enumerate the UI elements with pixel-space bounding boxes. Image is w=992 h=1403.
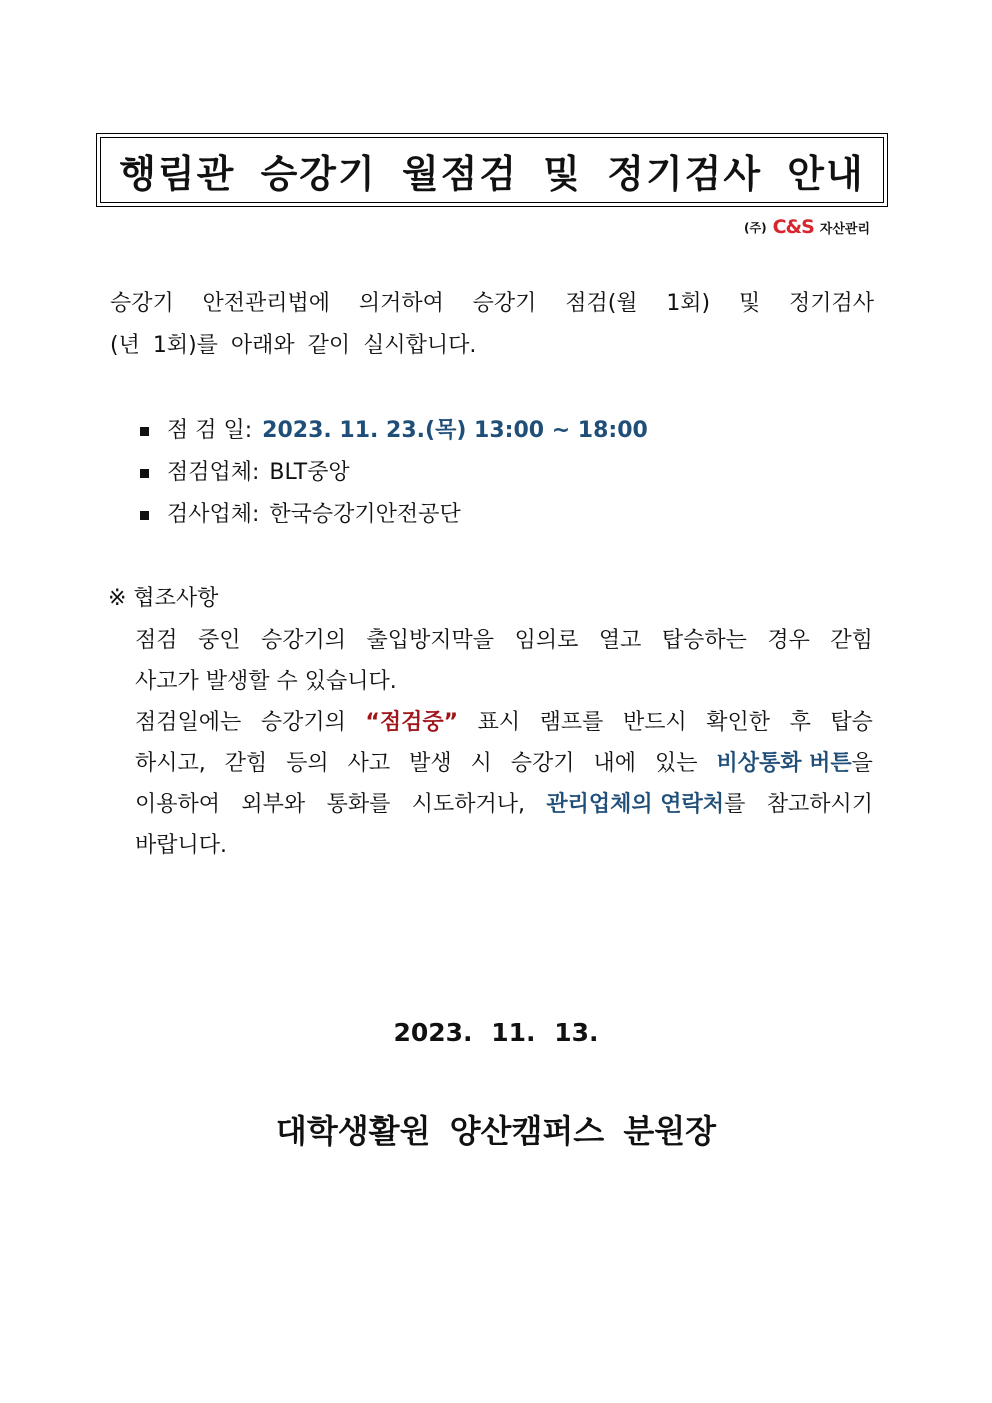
coop-word: 승강기	[510, 751, 575, 776]
inspection-company-value: BLT중앙	[269, 460, 350, 485]
title-box-inner	[100, 137, 884, 203]
company-logo	[744, 216, 870, 238]
coop-word: 시도하거나,	[411, 792, 525, 817]
document-date: 2023. 11. 13.	[393, 1018, 599, 1047]
coop-word: 열고	[598, 628, 642, 653]
audit-company-value: 한국승강기안전공단	[269, 502, 461, 527]
document-title: 행림관 승강기 월점검 및 정기검사 안내	[119, 151, 865, 196]
coop-word: 이용하여	[135, 792, 221, 817]
intro-word: 정기검사	[788, 291, 874, 316]
square-bullet-icon	[140, 427, 149, 436]
coop-word: 점검일에는	[135, 710, 242, 735]
intro-paragraph	[110, 283, 874, 367]
intro-word: 점검(월	[565, 291, 638, 316]
intro-word: 승강기	[110, 291, 174, 316]
coop-word: 등의	[286, 751, 329, 776]
coop-word: 통화를	[326, 792, 391, 817]
company-name: 자산관리	[819, 221, 870, 237]
coop-word: 갇힘	[830, 628, 873, 653]
in-inspection-highlight: “점검중”	[365, 710, 459, 735]
coop-word: 있는	[654, 751, 698, 776]
coop-word: 출입방지막을	[366, 628, 495, 653]
coop-p2-line-2	[135, 743, 873, 784]
coop-word: 반드시	[622, 710, 687, 735]
coop-word: 경우	[767, 628, 810, 653]
coop-particle: 를	[724, 792, 746, 817]
coop-word: 중인	[198, 628, 241, 653]
coop-word: 탑승하는	[661, 628, 747, 653]
emergency-call-highlight: 비상통화 버튼	[716, 751, 852, 776]
intro-line-1	[110, 283, 874, 325]
intro-word: 승강기	[472, 291, 537, 316]
signature: 대학생활원 양산캠퍼스 분원장	[275, 1112, 717, 1150]
inspection-date-value: 2023. 11. 23.(목) 13:00 ~ 18:00	[262, 418, 648, 443]
coop-word: 임의로	[514, 628, 579, 653]
emergency-call-phrase	[716, 743, 872, 784]
info-list	[140, 410, 648, 536]
coop-word: 내에	[593, 751, 637, 776]
coop-word: 갇힘	[224, 751, 268, 776]
coop-word: 후	[789, 710, 811, 735]
coop-word: 표시	[477, 710, 521, 735]
inspection-company-label: 점검업체:	[167, 460, 260, 485]
coop-word: 외부와	[241, 792, 306, 817]
contact-highlight: 관리업체의 연락처	[546, 792, 725, 817]
title-box	[96, 133, 888, 207]
coop-word: 시	[470, 751, 492, 776]
intro-word: 1회)	[666, 291, 711, 316]
inspection-date-label: 점 검 일:	[167, 418, 253, 443]
square-bullet-icon	[140, 469, 149, 478]
coop-word: 승강기의	[261, 628, 347, 653]
coop-word: 점검	[135, 628, 178, 653]
coop-word: 사고	[347, 751, 391, 776]
intro-line-2: (년 1회)를 아래와 같이 실시합니다.	[110, 333, 477, 358]
list-item-inspection-date	[140, 410, 648, 452]
intro-word: 및	[738, 291, 761, 316]
coop-word: 탑승	[830, 710, 873, 735]
cooperation-heading: ※ 협조사항	[108, 586, 219, 611]
coop-p1-line-2: 사고가 발생할 수 있습니다.	[135, 669, 397, 694]
intro-word: 의거하여	[358, 291, 444, 316]
contact-phrase	[546, 784, 745, 825]
coop-word: 승강기의	[260, 710, 346, 735]
coop-word: 참고하시기	[766, 792, 873, 817]
square-bullet-icon	[140, 511, 149, 520]
audit-company-label: 검사업체:	[167, 502, 260, 527]
coop-word: 램프를	[539, 710, 604, 735]
list-item-inspection-company	[140, 452, 648, 494]
coop-word: 발생	[409, 751, 452, 776]
cooperation-body	[135, 620, 873, 866]
company-prefix: (주)	[744, 220, 767, 235]
coop-p2-line-1	[135, 702, 873, 743]
coop-p2-line-4: 바랍니다.	[135, 833, 228, 858]
coop-p2-line-3	[135, 784, 873, 825]
intro-word: 안전관리법에	[202, 291, 331, 316]
coop-word: 하시고,	[135, 751, 206, 776]
coop-p1-line-1	[135, 620, 873, 661]
list-item-audit-company	[140, 494, 648, 536]
coop-word: 확인한	[706, 710, 771, 735]
coop-particle: 을	[851, 751, 873, 776]
company-logo-mark: C&S	[772, 216, 814, 238]
